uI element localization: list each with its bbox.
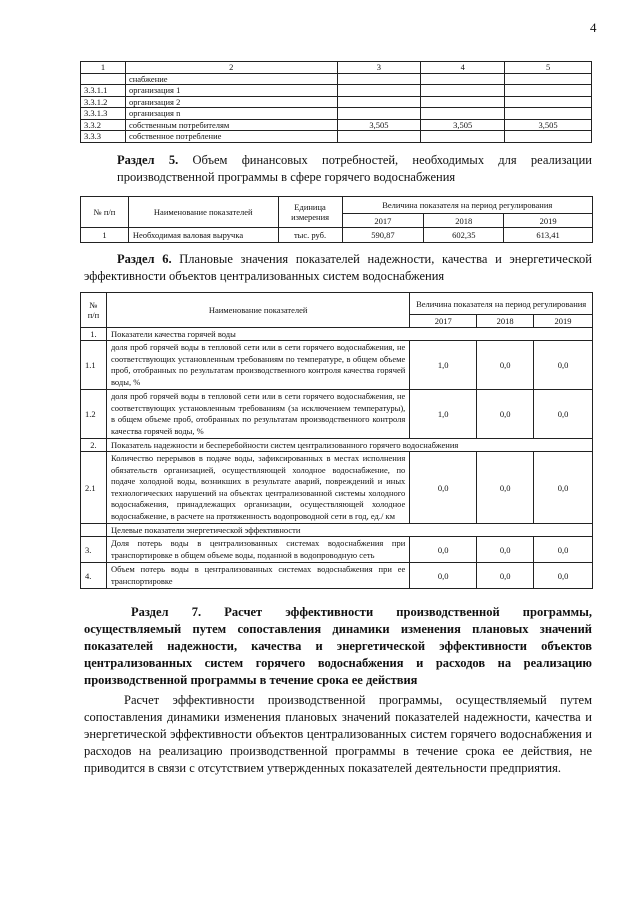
table-cell: собственное потребление <box>125 131 337 143</box>
section-5-heading <box>117 152 592 186</box>
table-cell: 3.3.1.3 <box>81 108 126 120</box>
table-cell <box>421 108 505 120</box>
header-cell: 3 <box>337 62 421 74</box>
table-cell: 0,0 <box>534 390 593 439</box>
table-row <box>81 537 593 563</box>
header-cell: 1 <box>81 62 126 74</box>
section-7-label: Раздел 7. <box>131 605 202 619</box>
group-row <box>81 439 593 452</box>
table-cell: 0,0 <box>477 452 534 524</box>
table-cell: 4. <box>81 563 107 589</box>
table-cell: 0,0 <box>534 537 593 563</box>
table-cell: 0,0 <box>534 563 593 589</box>
table-cell: 3.3.3 <box>81 131 126 143</box>
table-cell <box>505 73 592 85</box>
table-cell: организация 2 <box>125 96 337 108</box>
group-row <box>81 524 593 537</box>
table-cell: 3.3.2 <box>81 119 126 131</box>
table-cell: 613,41 <box>504 228 593 243</box>
table-cell: 1.2 <box>81 390 107 439</box>
financial-needs-table <box>80 196 593 243</box>
table-row <box>81 131 592 143</box>
table-cell: 3,505 <box>421 119 505 131</box>
table-cell: доля проб горячей воды в тепловой сети или в сети горячего водоснабжения, не соответствующих установленным требованиям по температуре, в общем объеме проб, отобранных по результатам производственного контроля качества горячей воды, % <box>106 341 409 390</box>
header-cell-value: Величина показателя на период регулирования <box>342 197 592 214</box>
year-cell: 2018 <box>477 315 534 328</box>
table-cell: 0,0 <box>410 563 477 589</box>
table-cell: Необходимая валовая выручка <box>128 228 278 243</box>
year-cell: 2018 <box>424 214 504 228</box>
table-cell: Доля потерь воды в централизованных системах водоснабжения при транспортировке в общем объеме воды, поданной в водопроводную сеть <box>106 537 409 563</box>
table-cell: 0,0 <box>477 390 534 439</box>
table-row <box>81 96 592 108</box>
table-cell <box>421 73 505 85</box>
section-7-text: Расчет эффективности производственной программы, осуществляемый путем сопоставления динамики изменения плановых значений показателей надежности, качества и энергетической эффективности объектов централизованных систем горячего водоснабжения и расходов на реализацию производственной программы в течение срока ее действия <box>84 605 593 687</box>
table-cell: 3. <box>81 537 107 563</box>
balance-table <box>80 61 592 143</box>
body-paragraph: Расчет эффективности производственной программы, осуществляемый путем сопоставления динамики изменения плановых значений показателей надежности, качества и энергетической эффективности объектов централизованных систем горячего водоснабжения и расходов на реализацию производственной программы в течение срока ее действия, не приводится в связи с отсутствием утвержденных показателей деятельности предприятия. <box>84 693 592 775</box>
table-cell: организация 1 <box>125 85 337 97</box>
table-cell: снабжение <box>125 73 337 85</box>
table-row <box>81 119 592 131</box>
table-cell <box>337 73 421 85</box>
table-header-row <box>81 293 593 315</box>
table-cell <box>505 85 592 97</box>
table-row <box>81 73 592 85</box>
table-cell: 602,35 <box>424 228 504 243</box>
table-cell: 0,0 <box>477 341 534 390</box>
table-cell: 1,0 <box>410 390 477 439</box>
table-cell: 2.1 <box>81 452 107 524</box>
table-cell: 3,505 <box>505 119 592 131</box>
table-cell: 0,0 <box>477 537 534 563</box>
section-6-text: Плановые значения показателей надежности, качества и энергетической эффективности объектов централизованных систем водоснабжения <box>84 252 592 283</box>
table-row <box>81 390 593 439</box>
table-cell: собственным потребителям <box>125 119 337 131</box>
table-cell <box>337 108 421 120</box>
table-cell <box>81 524 107 537</box>
table-cell: 3,505 <box>337 119 421 131</box>
table-cell <box>421 96 505 108</box>
header-cell: 4 <box>421 62 505 74</box>
table-row <box>81 108 592 120</box>
year-cell: 2019 <box>504 214 593 228</box>
section-5-text: Объем финансовых потребностей, необходимых для реализации производственной программы в сфере горячего водоснабжения <box>117 153 592 184</box>
header-cell-unit: Единица измерения <box>278 197 342 228</box>
group-row <box>81 328 593 341</box>
group-title: Целевые показатели энергетической эффективности <box>106 524 592 537</box>
year-cell: 2017 <box>410 315 477 328</box>
section-6-heading <box>84 251 592 285</box>
header-cell-num: № п/п <box>81 197 129 228</box>
table-cell <box>505 131 592 143</box>
table-cell: 3.3.1.1 <box>81 85 126 97</box>
table-row <box>81 85 592 97</box>
table-cell <box>421 131 505 143</box>
table-cell: 0,0 <box>534 452 593 524</box>
group-title: Показатели качества горячей воды <box>106 328 592 341</box>
table-cell: 1,0 <box>410 341 477 390</box>
indicators-table <box>80 292 593 589</box>
table-cell: 0,0 <box>534 341 593 390</box>
table-cell: 2. <box>81 439 107 452</box>
header-cell: 2 <box>125 62 337 74</box>
table-cell: 0,0 <box>410 537 477 563</box>
table-cell: 0,0 <box>410 452 477 524</box>
table-cell <box>421 85 505 97</box>
table-cell: 590,87 <box>342 228 424 243</box>
table-cell <box>337 85 421 97</box>
header-cell-name: Наименование показателей <box>128 197 278 228</box>
table-cell: организация n <box>125 108 337 120</box>
table-cell: 3.3.1.2 <box>81 96 126 108</box>
page-number: 4 <box>590 20 597 35</box>
table-row <box>81 452 593 524</box>
table-row <box>81 228 593 243</box>
table-cell: 1 <box>81 228 129 243</box>
table-cell: тыс. руб. <box>278 228 342 243</box>
table-cell: Объем потерь воды в централизованных системах водоснабжения при ее транспортировке <box>106 563 409 589</box>
table-header-row <box>81 197 593 214</box>
header-cell: 5 <box>505 62 592 74</box>
table-cell <box>337 131 421 143</box>
table-cell: 1. <box>81 328 107 341</box>
table-cell <box>337 96 421 108</box>
header-cell-num: № п/п <box>81 293 107 328</box>
table-cell: 1.1 <box>81 341 107 390</box>
table-cell: доля проб горячей воды в тепловой сети или в сети горячего водоснабжения, не соответствующих установленным требованиям (за исключением температуры), в общем объеме проб, отобранных по результатам производственного контроля качества горячей воды, % <box>106 390 409 439</box>
table-cell <box>505 108 592 120</box>
section-7-heading <box>84 604 592 689</box>
section-6-label: Раздел 6. <box>117 252 172 266</box>
section-5-label: Раздел 5. <box>117 153 179 167</box>
table-cell: 0,0 <box>477 563 534 589</box>
year-cell: 2017 <box>342 214 424 228</box>
header-cell-value: Величина показателя на период регулирования <box>410 293 593 315</box>
table-cell <box>505 96 592 108</box>
table-cell: Количество перерывов в подаче воды, зафиксированных в местах исполнения обязательств организацией, осуществляющей холодное водоснабжение, по подаче холодной воды, возникших в результате аварий, повреждений и иных технологических нарушений на объектах централизованной системы холодного водоснабжения, принадлежащих организации, осуществляющей холодное водоснабжение, в расчете на протяженность водопроводной сети в год, ед./ км <box>106 452 409 524</box>
header-cell-name: Наименование показателей <box>106 293 409 328</box>
table-row <box>81 563 593 589</box>
year-cell: 2019 <box>534 315 593 328</box>
table-cell <box>81 73 126 85</box>
group-title: Показатель надежности и бесперебойности систем централизованного горячего водоснабжения <box>106 439 592 452</box>
table-row <box>81 341 593 390</box>
table-header-row <box>81 62 592 74</box>
